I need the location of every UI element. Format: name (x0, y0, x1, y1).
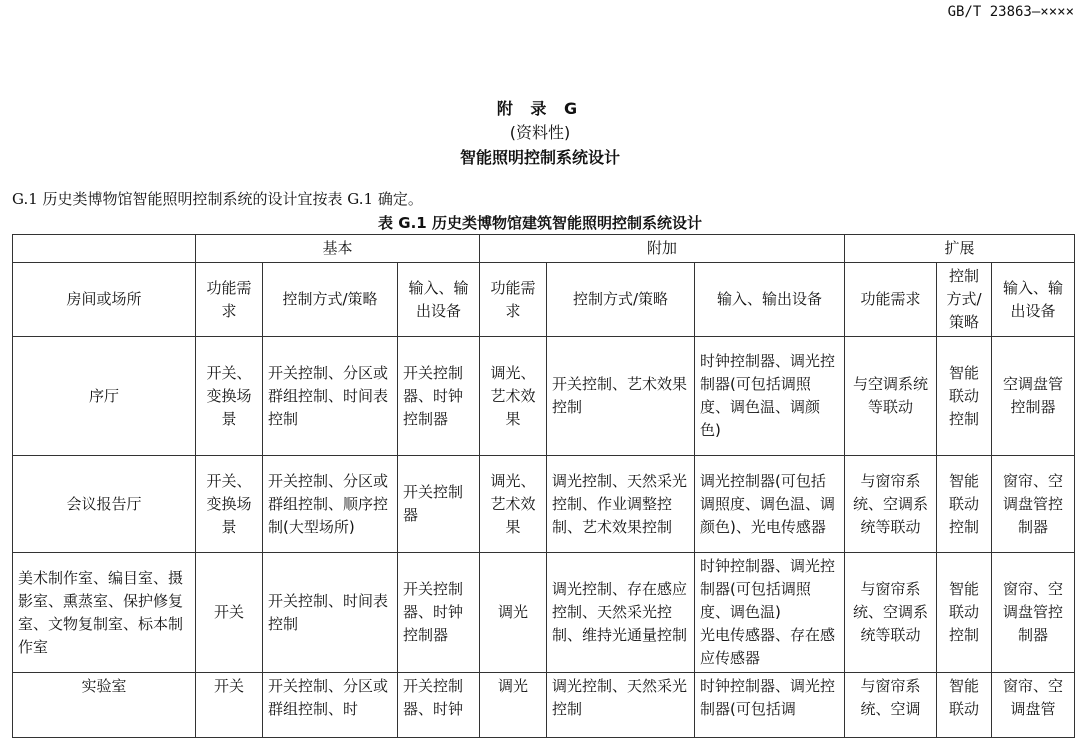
table-cell: 调光 (480, 553, 547, 673)
table-cell: 调光控制、天然采光控制 (547, 673, 695, 738)
table-cell: 时钟控制器、调光控制器(可包括调 (695, 673, 845, 738)
table-cell: 调光、艺术效果 (480, 456, 547, 553)
table-cell: 开关控制器、时钟控制器 (398, 553, 480, 673)
empty-corner-cell (13, 235, 196, 263)
table-cell: 开关控制器、时钟控制器 (398, 337, 480, 456)
table-cell: 调光、艺术效果 (480, 337, 547, 456)
col-basic-devices: 输入、输出设备 (398, 263, 480, 337)
table-cell: 与窗帘系统、空调系统等联动 (845, 553, 937, 673)
table-cell: 开关控制、分区或群组控制、时 (263, 673, 398, 738)
col-extended-function: 功能需求 (845, 263, 937, 337)
table-cell: 开关控制、艺术效果控制 (547, 337, 695, 456)
group-header-row (13, 235, 1075, 263)
room-cell: 美术制作室、编目室、摄影室、熏蒸室、保护修复室、文物复制室、标本制作室 (13, 553, 196, 673)
group-basic: 基本 (196, 235, 480, 263)
table-cell: 与空调系统等联动 (845, 337, 937, 456)
appendix-nature: (资料性) (509, 123, 571, 142)
col-extended-control: 控制方式/策略 (937, 263, 992, 337)
table-row (13, 553, 1075, 673)
table-cell: 空调盘管控制器 (992, 337, 1075, 456)
col-additional-function: 功能需求 (480, 263, 547, 337)
table-cell: 调光控制、存在感应控制、天然采光控制、维持光通量控制 (547, 553, 695, 673)
table-caption: 表 G.1 历史类博物馆建筑智能照明控制系统设计 (378, 214, 702, 232)
table-cell: 窗帘、空调盘管控制器 (992, 456, 1075, 553)
table-cell: 时钟控制器、调光控制器(可包括调照度、调色温) 光电传感器、存在感应传感器 (695, 553, 845, 673)
table-cell: 开关控制、分区或群组控制、时间表控制 (263, 337, 398, 456)
table-row (13, 456, 1075, 553)
col-room: 房间或场所 (13, 263, 196, 337)
table-cell: 调光 (480, 673, 547, 738)
table-cell: 开关控制器、时钟 (398, 673, 480, 738)
lighting-control-table (12, 234, 1075, 738)
col-basic-control: 控制方式/策略 (263, 263, 398, 337)
table-cell: 调光控制器(可包括调照度、调色温、调颜色)、光电传感器 (695, 456, 845, 553)
table-cell: 开关控制、分区或群组控制、顺序控制(大型场所) (263, 456, 398, 553)
table-cell: 与窗帘系统、空调 (845, 673, 937, 738)
table-row (13, 673, 1075, 738)
col-extended-devices: 输入、输出设备 (992, 263, 1075, 337)
col-basic-function: 功能需求 (196, 263, 263, 337)
table-cell: 开关 (196, 553, 263, 673)
col-additional-control: 控制方式/策略 (547, 263, 695, 337)
table-cell: 开关、变换场景 (196, 456, 263, 553)
room-cell: 序厅 (13, 337, 196, 456)
table-cell: 窗帘、空调盘管控制器 (992, 553, 1075, 673)
room-cell: 实验室 (13, 673, 196, 738)
table-row (13, 337, 1075, 456)
intro-paragraph: G.1 历史类博物馆智能照明控制系统的设计宜按表 G.1 确定。 (12, 190, 423, 208)
table-cell: 智能联动控制 (937, 553, 992, 673)
table-cell: 智能联动控制 (937, 337, 992, 456)
group-extended: 扩展 (845, 235, 1075, 263)
table-cell: 智能联动 (937, 673, 992, 738)
standard-code: GB/T 23863—×××× (947, 4, 1074, 20)
table-cell: 调光控制、天然采光控制、作业调整控制、艺术效果控制 (547, 456, 695, 553)
appendix-label: 附 录 G (496, 99, 584, 118)
table-cell: 开关控制器 (398, 456, 480, 553)
col-additional-devices: 输入、输出设备 (695, 263, 845, 337)
table-cell: 与窗帘系统、空调系统等联动 (845, 456, 937, 553)
table-cell: 开关、变换场景 (196, 337, 263, 456)
table-cell: 智能联动控制 (937, 456, 992, 553)
table-cell: 窗帘、空调盘管 (992, 673, 1075, 738)
table-cell: 时钟控制器、调光控制器(可包括调照度、调色温、调颜色) (695, 337, 845, 456)
table-cell: 开关 (196, 673, 263, 738)
appendix-title: 智能照明控制系统设计 (459, 148, 620, 167)
column-header-row (13, 263, 1075, 337)
group-additional: 附加 (480, 235, 845, 263)
table-cell: 开关控制、时间表控制 (263, 553, 398, 673)
room-cell: 会议报告厅 (13, 456, 196, 553)
